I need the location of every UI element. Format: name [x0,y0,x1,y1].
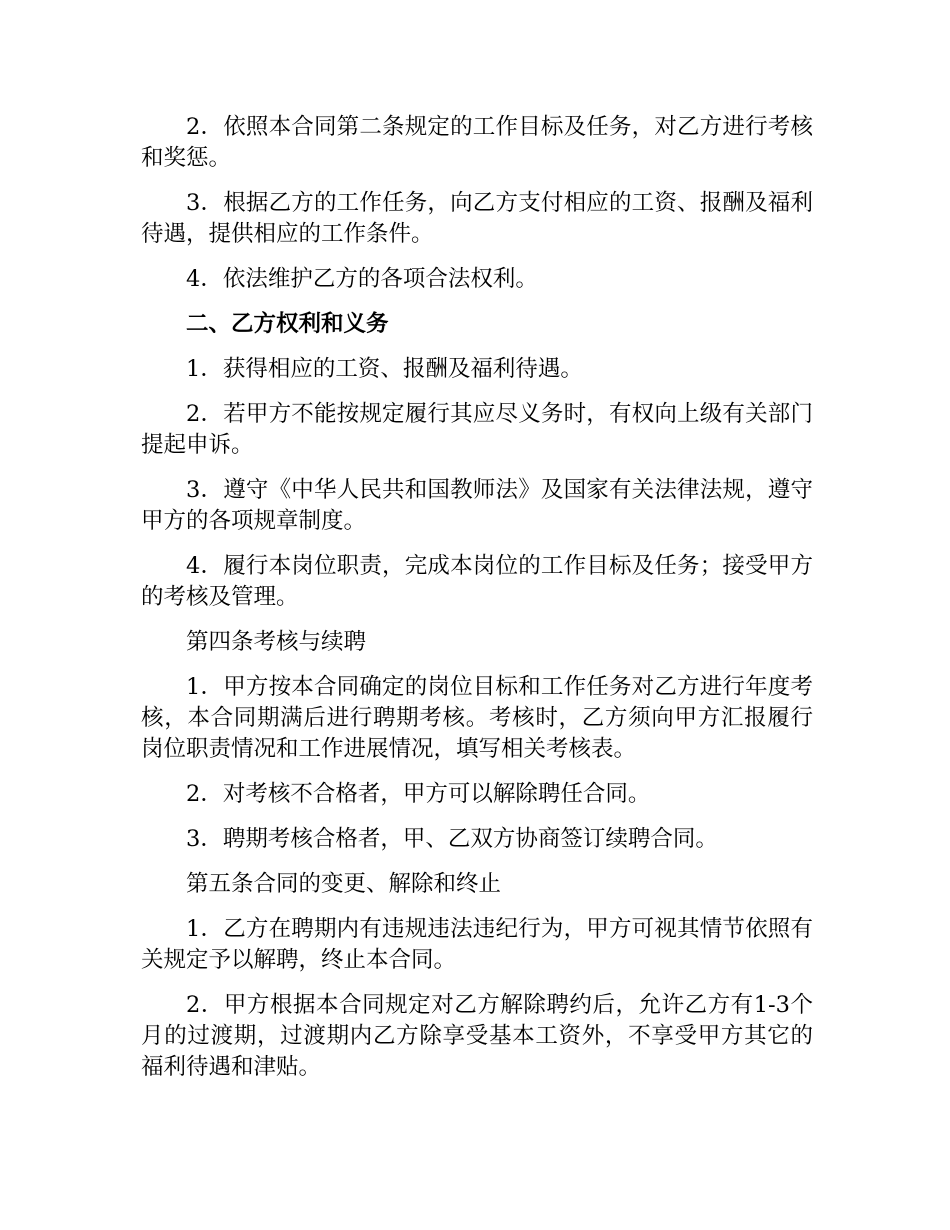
paragraph-10: 1．甲方按本合同确定的岗位目标和工作任务对乙方进行年度考核，本合同期满后进行聘期考核。考核时，乙方须向甲方汇报履行岗位职责情况和工作进展情况，填写相关考核表。 [141,674,813,762]
paragraph-11: 2．对考核不合格者，甲方可以解除聘任合同。 [186,781,651,807]
paragraph-5: 1．获得相应的工资、报酬及福利待遇。 [186,356,583,382]
article-heading-termination: 第五条合同的变更、解除和终止 [186,871,502,897]
document-body [141,112,813,1097]
article-heading-assessment: 第四条考核与续聘 [186,629,367,655]
section-heading-party-b-rights: 二、乙方权利和义务 [186,311,389,337]
paragraph-1: 2．依照本合同第二条规定的工作目标及任务，对乙方进行考核和奖惩。 [141,114,813,171]
paragraph-12: 3．聘期考核合格者，甲、乙双方协商签订续聘合同。 [186,826,718,852]
paragraph-15: 2．甲方根据本合同规定对乙方解除聘约后，允许乙方有1-3个月的过渡期，过渡期内乙方除享受基本工资外，不享受甲方其它的福利待遇和津贴。 [141,992,813,1080]
paragraph-3: 4．依法维护乙方的各项合法权利。 [186,266,538,292]
paragraph-2: 3．根据乙方的工作任务，向乙方支付相应的工资、报酬及福利待遇，提供相应的工作条件。 [141,190,813,247]
paragraph-7: 3．遵守《中华人民共和国教师法》及国家有关法律法规，遵守甲方的各项规章制度。 [141,477,813,534]
paragraph-14: 1．乙方在聘期内有违规违法违纪行为，甲方可视其情节依照有关规定予以解聘，终止本合同。 [141,916,813,973]
paragraph-6: 2．若甲方不能按规定履行其应尽义务时，有权向上级有关部门提起申诉。 [141,401,813,458]
paragraph-8: 4．履行本岗位职责，完成本岗位的工作目标及任务；接受甲方的考核及管理。 [141,553,813,610]
